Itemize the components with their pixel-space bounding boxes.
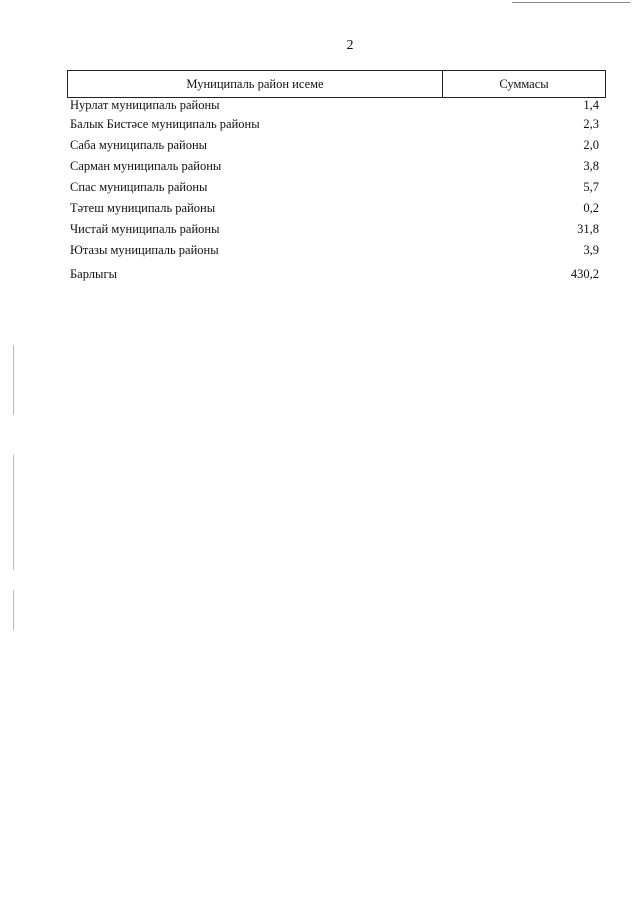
row-sum: 0,2: [583, 201, 599, 215]
scan-artifact: [13, 455, 14, 570]
table-row: [67, 243, 606, 264]
table-header: [67, 70, 606, 98]
row-name: Чистай муниципаль районы: [70, 222, 220, 236]
row-name: Тәтеш муниципаль районы: [70, 201, 216, 215]
row-name: Ютазы муниципаль районы: [70, 243, 219, 257]
table-total-row: [67, 267, 606, 288]
row-name: Спас муниципаль районы: [70, 180, 208, 194]
row-name: Балык Бистәсе муниципаль районы: [70, 117, 260, 131]
table-row: [67, 138, 606, 159]
table-row: [67, 222, 606, 243]
row-sum: 1,4: [583, 98, 599, 112]
table-row: [67, 117, 606, 138]
row-sum: 31,8: [577, 222, 599, 236]
table-body: [67, 98, 606, 288]
page-number: 2: [346, 38, 354, 53]
row-name: Нурлат муниципаль районы: [70, 98, 220, 112]
row-name: Сарман муниципаль районы: [70, 159, 222, 173]
table-row: [67, 201, 606, 222]
row-sum: 5,7: [583, 180, 599, 194]
sum-table: [67, 70, 606, 288]
scan-artifact: [13, 590, 14, 630]
table-row: [67, 180, 606, 201]
table-row: [67, 98, 606, 117]
header-municipal-district-name: Муниципаль район исеме: [68, 71, 443, 97]
total-sum: 430,2: [570, 267, 599, 281]
total-label: Барлыгы: [70, 267, 117, 281]
row-sum: 3,8: [583, 159, 599, 173]
table-row: [67, 159, 606, 180]
header-sum: Суммасы: [499, 76, 549, 91]
top-edge-line: [512, 2, 630, 3]
row-sum: 2,0: [583, 138, 599, 152]
row-sum: 3,9: [583, 243, 599, 257]
row-name: Саба муниципаль районы: [70, 138, 208, 152]
row-sum: 2,3: [583, 117, 599, 131]
scan-artifact: [13, 345, 14, 415]
